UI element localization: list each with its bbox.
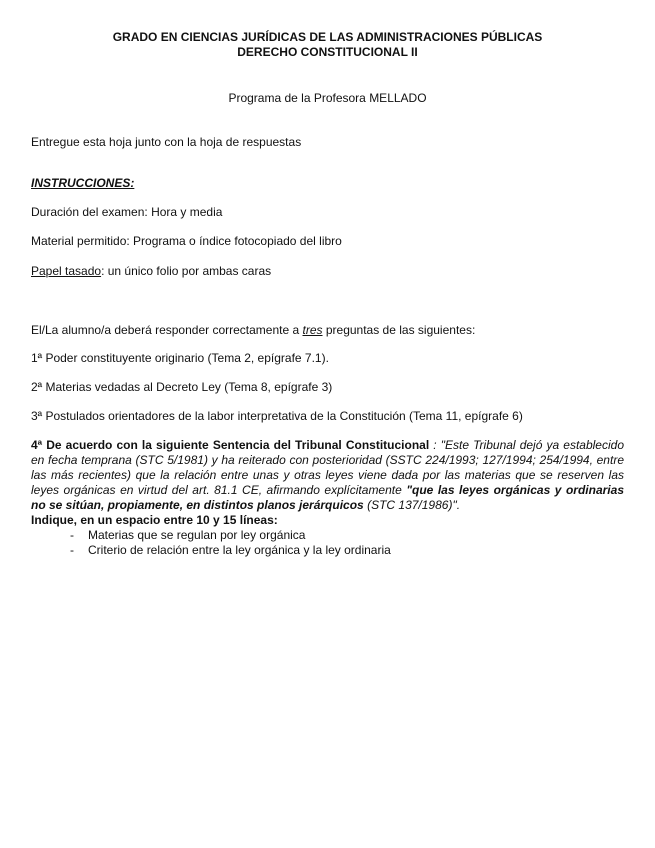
question-3: 3ª Postulados orientadores de la labor interpretativa de la Constitución (Tema 11, epígrafe 6)	[31, 409, 523, 423]
question-4-quote: : "Este Tribunal dejó ya establecido en fecha temprana (STC 5/1981) y ha reiterado con posterioridad (SSTC 224/1993; 127/1994; 254/1994, entre las más recientes) que la relación entre unas y otras leyes viene dada por las materias que se reserven las leyes orgánicas en virtud del art. 81.1 CE, afirmando explícitamente	[31, 438, 624, 497]
program-line: Programa de la Profesora MELLADO	[228, 91, 427, 105]
answer-prompt: El/La alumno/a deberá responder correctamente a tres preguntas de las siguientes:	[31, 323, 476, 337]
question-4-quote-bold: "que las leyes orgánicas y ordinarias no se sitúan, propiamente, en distintos planos jerárquicos	[31, 483, 624, 512]
list-item: - Criterio de relación entre la ley orgánica y la ley ordinaria	[70, 543, 391, 558]
exam-duration: Duración del examen: Hora y media	[31, 205, 223, 219]
prompt-emphasis: tres	[302, 323, 323, 337]
question-4-items	[70, 528, 391, 558]
instructions-heading: INSTRUCCIONES:	[31, 176, 135, 190]
course-title: DERECHO CONSTITUCIONAL II	[237, 45, 418, 59]
question-4-lead: 4ª De acuerdo con la siguiente Sentencia del Tribunal Constitucional	[31, 438, 430, 452]
question-2: 2ª Materias vedadas al Decreto Ley (Tema 8, epígrafe 3)	[31, 380, 333, 394]
question-4-citation: (STC 137/1986)".	[363, 498, 461, 512]
question-4	[31, 438, 624, 528]
list-item: - Materias que se regulan por ley orgánica	[70, 528, 391, 543]
degree-title: GRADO EN CIENCIAS JURÍDICAS DE LAS ADMINISTRACIONES PÚBLICAS	[112, 30, 543, 44]
paper-rule-value: : un único folio por ambas caras	[101, 264, 272, 278]
question-1: 1ª Poder constituyente originario (Tema 2, epígrafe 7.1).	[31, 351, 329, 365]
submission-notice: Entregue esta hoja junto con la hoja de respuestas	[31, 135, 302, 149]
allowed-material: Material permitido: Programa o índice fotocopiado del libro	[31, 234, 342, 248]
question-4-instruction: Indique, en un espacio entre 10 y 15 líneas:	[31, 513, 278, 527]
paper-rule-label: Papel tasado	[31, 264, 102, 278]
paper-rule	[31, 264, 271, 279]
